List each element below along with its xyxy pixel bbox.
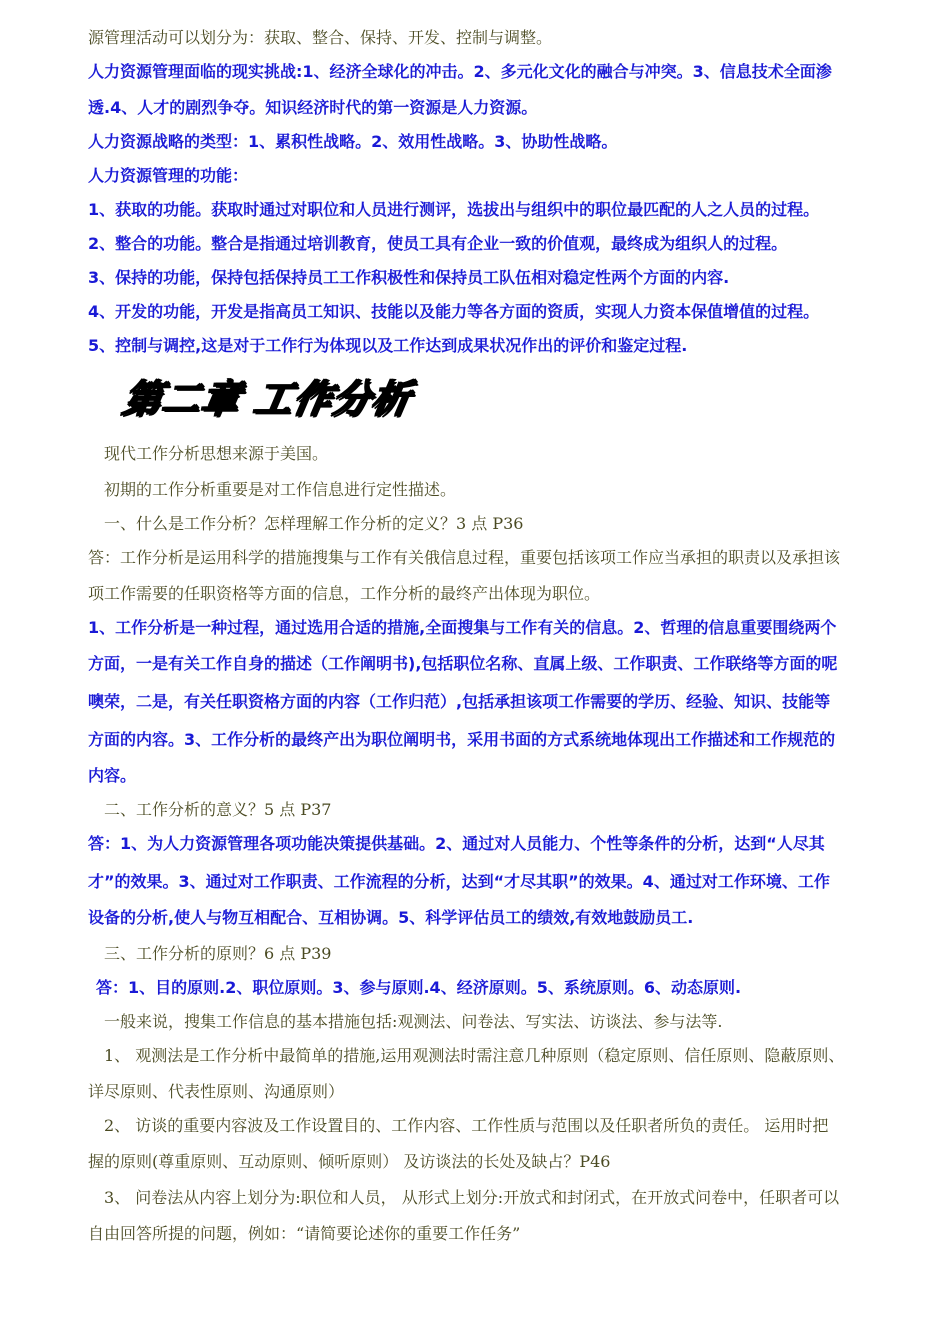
text-line: 人力资源战略的类型：1、累积性战略。2、效用性战略。3、协助性战略。 (88, 132, 618, 151)
text-line: 内容。 (88, 766, 137, 785)
text-line: 初期的工作分析重要是对工作信息进行定性描述。 (104, 480, 457, 499)
text-line: 设备的分析,使人与物互相配合、互相协调。5、科学评估员工的绩效,有效地鼓励员工. (88, 908, 694, 927)
text-line: 三、工作分析的原则？6 点 P39 (104, 944, 332, 963)
text-line: 2、 访谈的重要内容波及工作设置目的、工作内容、工作性质与范围以及任职者所负的责任。 运用时把 (104, 1116, 829, 1135)
text-line: 项工作需要的任职资格等方面的信息，工作分析的最终产出体现为职位。 (88, 584, 601, 603)
text-line: 人力资源管理面临的现实挑战:1、经济全球化的冲击。2、多元化文化的融合与冲突。3、信息技术全面渗 (88, 62, 832, 81)
text-line: 1、 观测法是工作分析中最简单的措施,运用观测法时需注意几种原则（稳定原则、信任原则、隐蔽原则、 (104, 1046, 845, 1065)
chapter-title: 第二章 工作分析 (119, 377, 415, 421)
text-line: 才”的效果。3、通过对工作职责、工作流程的分析，达到“才尽其职”的效果。4、通过对工作环境、工作 (88, 872, 830, 891)
text-line: 1、获取的功能。获取时通过对职位和人员进行测评，选拔出与组织中的职位最匹配的人之人员的过程。 (88, 200, 820, 219)
text-line: 详尽原则、代表性原则、沟通原则） (88, 1082, 345, 1101)
text-line: 噢荣，二是，有关任职资格方面的内容（工作归范）,包括承担该项工作需要的学历、经验、知识、技能等 (88, 692, 831, 711)
text-line: 5、控制与调控,这是对于工作行为体现以及工作达到成果状况作出的评价和鉴定过程. (88, 336, 688, 355)
text-line: 一般来说，搜集工作信息的基本措施包括:观测法、问卷法、写实法、访谈法、参与法等. (104, 1012, 723, 1031)
text-line: 答：1、目的原则.2、职位原则。3、参与原则.4、经济原则。5、系统原则。6、动态原则. (96, 978, 742, 997)
text-line: 自由回答所提的问题，例如：“请简要论述你的重要工作任务” (88, 1224, 521, 1243)
text-line: 答：1、为人力资源管理各项功能决策提供基础。2、通过对人员能力、个性等条件的分析，达到“人尽其 (88, 834, 825, 853)
text-line: 3、 问卷法从内容上划分为:职位和人员， 从形式上划分:开放式和封闭式，在开放式问卷中，任职者可以 (104, 1188, 840, 1207)
text-line: 现代工作分析思想来源于美国。 (104, 444, 329, 463)
text-line: 透.4、人才的剧烈争夺。知识经济时代的第一资源是人力资源。 (88, 98, 538, 117)
text-line: 2、整合的功能。整合是指通过培训教育，使员工具有企业一致的价值观，最终成为组织人的过程。 (88, 234, 788, 253)
text-line: 1、工作分析是一种过程，通过选用合适的措施,全面搜集与工作有关的信息。2、哲理的信息重要围绕两个 (88, 618, 837, 637)
text-line: 4、开发的功能，开发是指高员工知识、技能以及能力等各方面的资质，实现人力资本保值增值的过程。 (88, 302, 820, 321)
text-line: 方面，一是有关工作自身的描述（工作阐明书),包括职位名称、直属上级、工作职责、工作联络等方面的呢 (88, 654, 838, 673)
text-line: 人力资源管理的功能： (88, 166, 249, 185)
text-line: 答：工作分析是运用科学的措施搜集与工作有关俄信息过程，重要包括该项工作应当承担的职责以及承担该 (88, 548, 841, 567)
text-line: 源管理活动可以划分为：获取、整合、保持、开发、控制与调整。 (88, 28, 553, 47)
text-line: 方面的内容。3、工作分析的最终产出为职位阐明书，采用书面的方式系统地体现出工作描述和工作规范的 (88, 730, 836, 749)
text-line: 一、什么是工作分析？怎样理解工作分析的定义？3 点 P36 (104, 514, 524, 533)
text-line: 二、工作分析的意义？5 点 P37 (104, 800, 332, 819)
text-line: 3、保持的功能，保持包括保持员工工作积极性和保持员工队伍相对稳定性两个方面的内容. (88, 268, 730, 287)
text-line: 握的原则(尊重原则、互动原则、倾听原则） 及访谈法的长处及缺占？P46 (88, 1152, 611, 1171)
